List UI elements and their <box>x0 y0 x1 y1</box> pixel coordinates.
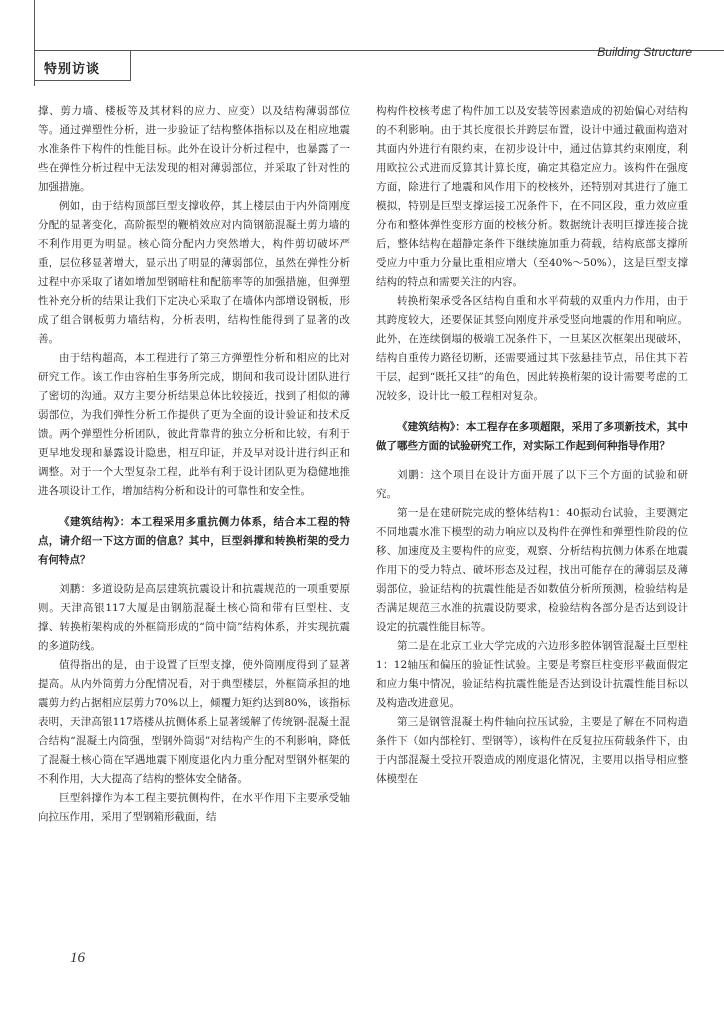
interview-answer: 刘鹏：这个项目在设计方面开展了以下三个方面的试验和研究。 <box>376 469 688 500</box>
paragraph: 值得指出的是，由于设置了巨型支撑，使外筒刚度得到了显著提高。从内外筒剪力分配情况看，对于典型楼层，外框筒承担的地震剪力约占据相应层剪力70%以上，倾覆力矩约达到80%，该指标表明，天津高银117塔楼从抗侧体系上显著缓解了传统钢-混凝土混合结构“混凝土内筒强，型钢外筒弱”对结构产生的不利影响，降低了混凝土核心筒在罕遇地震下刚度退化内力重分配对型钢外框架的不利作用，大大提高了结构的整体安全储备。 <box>38 659 350 785</box>
interview-question: 《建筑结构》：本工程采用多重抗侧力体系，结合本工程的特点，请介绍一下这方面的信息？其中，巨型斜撑和转换桁架的受力有何特点？ <box>38 516 350 566</box>
paragraph: 第一是在建研院完成的整体结构1：40振动台试验，主要测定不同地震水准下模型的动力响应以及构件在弹性和弹塑性阶段的位移、加速度及主要构件的应变，观察、分析结构抗侧力体系在地震作用下的受力特点、破坏形态及过程，找出可能存在的薄弱层及薄弱部位，验证结构的抗震性能是否如数值分析所预测，检验结构是否满足规范三水准的抗震设防要求，检验结构各部分是否达到设计设定的抗震性能目标等。 <box>376 507 688 633</box>
paragraph: 撑、剪力墙、楼板等及其材料的应力、应变）以及结构薄弱部位等。通过弹塑性分析，进一步验证了结构整体指标以及在相应地震水准条件下构件的性能目标。此外在设计分析过程中，也暴露了一些在弹性分析过程中无法发现的相对薄弱部位，并采取了针对性的加强措施。 <box>38 105 350 193</box>
section-label: 特别访谈 <box>44 62 101 77</box>
paragraph: 例如，由于结构顶部巨型支撑收停，其上楼层由于内外筒刚度分配的显著变化，高阶振型的鞭梢效应对内筒钢筋混凝土剪力墙的不利作用更为明显。核心筒分配内力突然增大，构件剪切破坏严重，层位移显著增大，显示出了明显的薄弱部位，虽然在弹性分析过程中亦采取了诸如增加型钢暗柱和配筋率等的加强措施，但弹塑性补充分析的结果让我们下定决心采取了在墙体内部增设钢板，形成了组合钢板剪力墙结构，分析表明，结构性能得到了显著的改善。 <box>38 200 350 345</box>
page-number: 16 <box>70 950 85 966</box>
paragraph: 巨型斜撑作为本工程主要抗侧构件，在水平作用下主要承受轴向拉压作用，采用了型钢箱形截面，结 <box>38 792 350 823</box>
paragraph: 第三是钢管混凝土构件轴向拉压试验，主要是了解在不同构造条件下（如内部栓钉、型钢等），该构件在反复拉压荷载条件下，由于内部混凝土受拉开裂造成的刚度退化情况，主要用以指导相应整体模型在 <box>376 716 688 785</box>
journal-title: Building Structure <box>597 45 692 59</box>
paragraph: 转换桁架承受各区结构自重和水平荷载的双重内力作用，由于其跨度较大，还要保证其竖向刚度并承受竖向地震的作用和响应。此外，在连续倒塌的极端工况条件下，一旦某区次框架出现破坏，结构自重传力路径切断，还需要通过其下弦悬挂节点，吊住其下若干层，起到“既托又挂”的角色，因此转换桁架的设计需要考虑的工况较多，设计比一般工程相对复杂。 <box>376 295 688 402</box>
interview-question: 《建筑结构》：本工程存在多项超限，采用了多项新技术，其中做了哪些方面的试验研究工作，对实际工作起到何种指导作用？ <box>376 421 688 452</box>
paragraph: 第二是在北京工业大学完成的六边形多腔体钢管混凝土巨型柱1：12轴压和偏压的验证性试验。主要是考察巨柱变形平截面假定和应力集中情况，验证结构抗震性能是否达到设计抗震性能目标以及构造改进意见。 <box>376 640 688 709</box>
left-column <box>38 102 350 827</box>
right-column <box>376 102 688 789</box>
paragraph: 构构件校核考虑了构件加工以及安装等因素造成的初始偏心对结构的不利影响。由于其长度很长并跨层布置，设计中通过截面构造对其面内外进行有限约束，在初步设计中，通过估算其约束刚度，利用欧拉公式进而反算其计算长度，确定其稳定应力。该构件在强度方面，除进行了地震和风作用下的校核外，还特别对其进行了施工模拟，特别是巨型支撑运接工况条件下，在不同区段，重力效应重分布和整体弹性变形方面的校核分析。数据统计表明巨撑连接合拢后，整体结构在超静定条件下继续施加重力荷载，结构底部支撑所受应力中重力分量比重相应增大（至40%～50%），这是巨型支撑结构的特点和需要关注的内容。 <box>376 105 688 288</box>
paragraph: 由于结构超高，本工程进行了第三方弹塑性分析和相应的比对研究工作。该工作由容柏生事务所完成，期间和我司设计团队进行了密切的沟通。双方主要分析结果总体比较接近，找到了相似的薄弱部位，为我们弹性分析工作提供了更为全面的设计验证和技术反馈。两个弹塑性分析团队，彼此背靠背的独立分析和比较，有利于更早地发现和暴露设计隐患，相互印证，并及早对设计进行纠正和调整。对于一个大型复杂工程，此举有利于设计团队更为稳健地推进各项设计工作，增加结构分析和设计的可靠性和安全性。 <box>38 352 350 497</box>
interview-answer: 刘鹏：多道设防是高层建筑抗震设计和抗震规范的一项重要原则。天津高银117大厦是由钢筋混凝土核心筒和带有巨型柱、支撑、转换桁架构成的外框筒形成的“筒中筒”结构体系，并实现抗震的多道防线。 <box>38 583 350 652</box>
